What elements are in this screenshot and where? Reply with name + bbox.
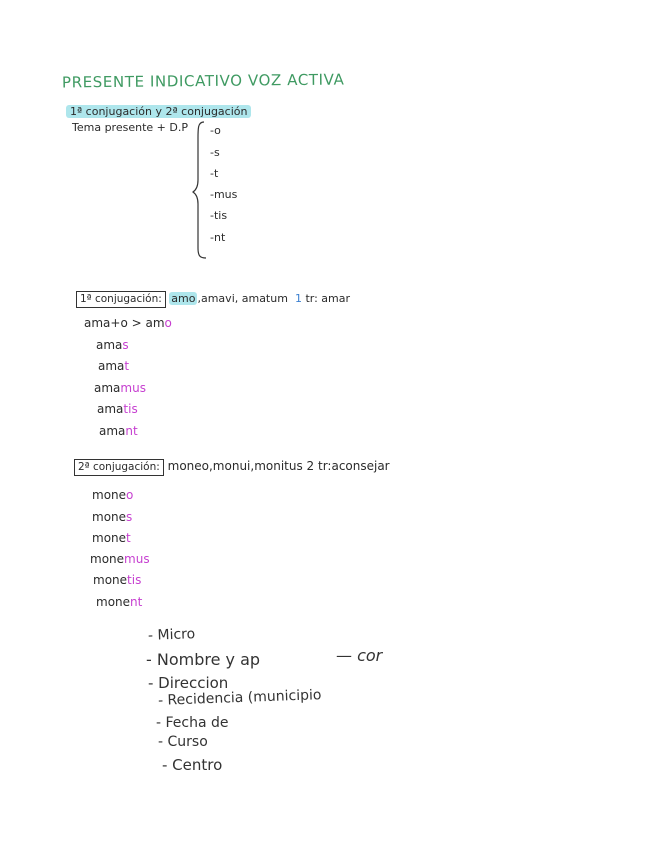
translation: tr: amar (305, 292, 351, 305)
form-ending: s (122, 338, 129, 352)
ending-item: -tis (210, 209, 228, 222)
form-ending: o (126, 488, 134, 502)
second-conjugation-heading (74, 459, 390, 476)
form-stem: mone (92, 510, 127, 524)
note-item: - Recidencia (municipio (157, 687, 322, 709)
conjugations-header (66, 100, 251, 119)
form-stem: ama (94, 381, 121, 395)
highlighted-word: amo (171, 292, 196, 305)
form-stem: mone (93, 573, 128, 587)
form-stem: ama (96, 338, 123, 352)
verb-form (94, 381, 146, 395)
form-ending: t (124, 359, 130, 373)
form-stem: mone (92, 488, 127, 502)
ending-item: -o (210, 124, 221, 137)
verb-form (96, 338, 129, 352)
form-ending: tis (123, 402, 138, 416)
form-ending: mus (120, 381, 146, 395)
form-ending: mus (124, 552, 150, 566)
form-stem: mone (90, 552, 125, 566)
page-title: PRESENTE INDICATIVO VOZ ACTIVA (61, 70, 345, 92)
ending-item: -mus (210, 188, 238, 201)
verb-form (98, 359, 129, 373)
form-ending: s (126, 510, 133, 524)
note-item: - Fecha de (156, 715, 229, 731)
ending-item: -t (210, 167, 219, 180)
note-item: - Curso (158, 734, 208, 750)
form-ending: nt (125, 424, 138, 438)
note-item: - Micro (147, 626, 196, 644)
verb-form (92, 488, 133, 502)
first-conjugation-heading (76, 291, 350, 308)
derivation-ending: o (164, 316, 172, 330)
rule-label: Tema presente + D.P (72, 121, 188, 134)
brace-icon (192, 120, 210, 260)
derivation-line (84, 316, 172, 330)
form-ending: tis (127, 573, 142, 587)
second-conjugation-label: 2ª conjugación: (74, 459, 164, 476)
ending-item: -nt (210, 231, 226, 244)
first-conjugation-label: 1ª conjugación: (76, 291, 166, 308)
form-stem: ama (98, 359, 125, 373)
ending-item: -s (210, 146, 220, 159)
verb-form (99, 424, 138, 438)
note-item: - Centro (162, 756, 223, 774)
verb-form (92, 510, 132, 524)
form-stem: mone (92, 531, 127, 545)
note-item: - Direccion (148, 674, 229, 692)
form-stem: ama (97, 402, 124, 416)
form-stem: ama (99, 424, 126, 438)
conjugation-marker: 1 (294, 292, 302, 305)
form-ending: nt (130, 595, 143, 609)
form-ending: t (126, 531, 131, 545)
verb-form (92, 531, 131, 545)
verb-form (93, 573, 141, 587)
side-note: — cor (336, 646, 383, 665)
note-item: - Nombre y ap (146, 650, 261, 669)
derivation-stem: ama+o > am (84, 316, 165, 330)
conjugations-header-text: 1ª conjugación y 2ª conjugación (66, 105, 251, 118)
form-stem: mone (96, 595, 131, 609)
verb-form (90, 552, 150, 566)
verb-form (96, 595, 142, 609)
verb-form (97, 402, 138, 416)
principal-parts: moneo,monui,monitus 2 tr:aconsejar (167, 459, 390, 473)
principal-parts: ,amavi, amatum (197, 292, 288, 305)
